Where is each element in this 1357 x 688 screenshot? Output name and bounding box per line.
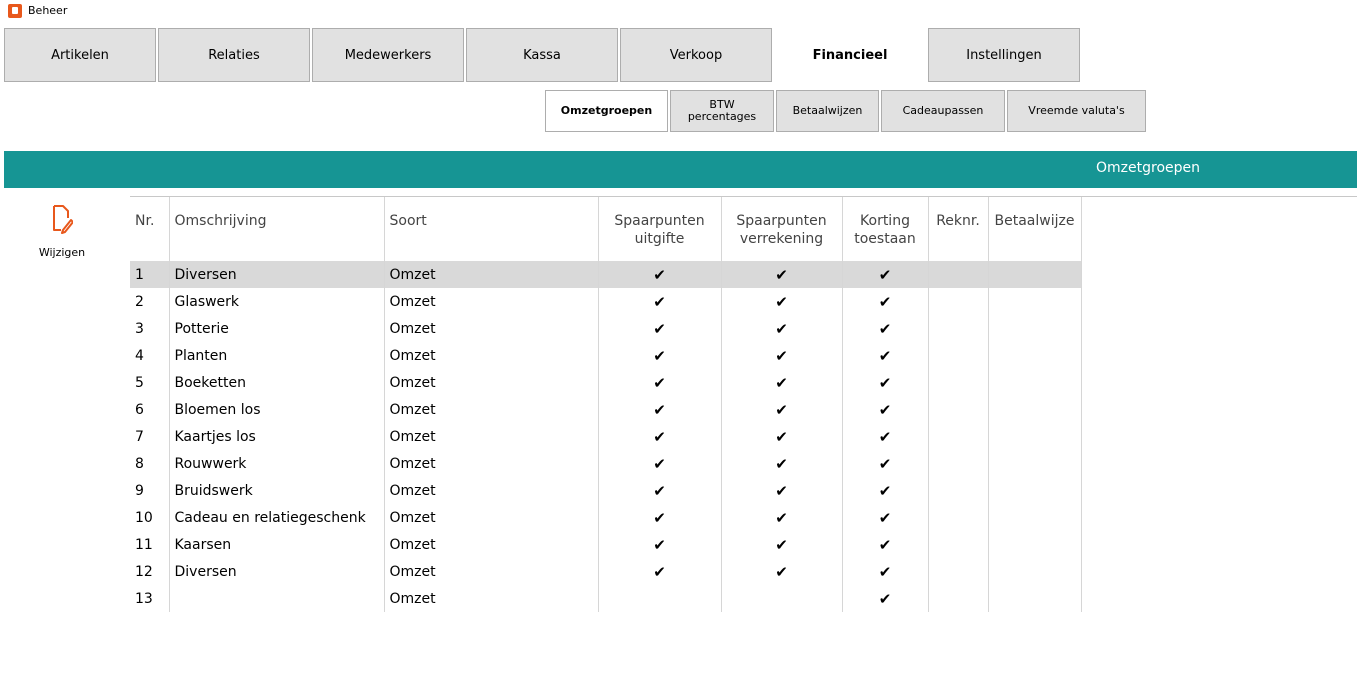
cell-betaalwijze [988,369,1081,396]
cell-spaarpunten-uitgifte [598,504,721,531]
tab-kassa[interactable]: Kassa [466,28,618,82]
app-logo-icon [8,4,22,18]
cell-nr: 9 [130,477,169,504]
cell-nr: 4 [130,342,169,369]
cell-soort: Omzet [384,396,598,423]
cell-korting-toestaan [842,288,928,315]
cell-spaarpunten-uitgifte [598,450,721,477]
cell-omschrijving [169,585,384,612]
edit-button-label: Wijzigen [38,246,86,259]
cell-nr: 7 [130,423,169,450]
cell-reknr [928,504,988,531]
check-icon: ✔ [653,400,666,419]
check-icon: ✔ [775,481,788,500]
cell-nr: 5 [130,369,169,396]
edit-button[interactable] [34,204,90,264]
check-icon: ✔ [653,454,666,473]
check-icon: ✔ [775,508,788,527]
cell-spaarpunten-verrekening [721,531,842,558]
tab-instellingen[interactable]: Instellingen [928,28,1080,82]
check-icon: ✔ [878,454,892,473]
cell-spaarpunten-verrekening [721,396,842,423]
check-icon: ✔ [775,265,788,284]
cell-soort: Omzet [384,261,598,288]
table-row[interactable] [130,531,1081,558]
cell-soort: Omzet [384,585,598,612]
cell-betaalwijze [988,477,1081,504]
check-icon: ✔ [653,562,666,581]
cell-betaalwijze [988,315,1081,342]
table-row[interactable] [130,396,1081,423]
omzetgroepen-grid [130,196,1357,646]
cell-nr: 11 [130,531,169,558]
section-title: Omzetgroepen [1096,160,1200,176]
tab-medewerkers[interactable]: Medewerkers [312,28,464,82]
cell-betaalwijze [988,504,1081,531]
cell-soort: Omzet [384,315,598,342]
cell-spaarpunten-uitgifte [598,477,721,504]
check-icon: ✔ [775,400,788,419]
cell-korting-toestaan [842,477,928,504]
check-icon: ✔ [775,454,788,473]
subtab-vreemde-valutas[interactable]: Vreemde valuta's [1007,90,1146,132]
cell-spaarpunten-verrekening [721,585,842,612]
cell-omschrijving: Boeketten [169,369,384,396]
cell-spaarpunten-verrekening [721,477,842,504]
cell-reknr [928,477,988,504]
column-header-soort[interactable]: Soort [384,197,598,261]
check-icon: ✔ [653,319,666,338]
cell-reknr [928,531,988,558]
cell-reknr [928,342,988,369]
cell-reknr [928,369,988,396]
check-icon: ✔ [653,508,666,527]
cell-betaalwijze [988,531,1081,558]
check-icon: ✔ [653,535,666,554]
title-bar [0,0,1357,22]
cell-korting-toestaan [842,315,928,342]
column-header-reknr[interactable]: Reknr. [928,197,988,261]
cell-betaalwijze [988,585,1081,612]
cell-korting-toestaan [842,342,928,369]
cell-spaarpunten-uitgifte [598,558,721,585]
check-icon: ✔ [878,535,892,554]
table-row[interactable] [130,477,1081,504]
cell-spaarpunten-verrekening [721,315,842,342]
cell-omschrijving: Kaarsen [169,531,384,558]
check-icon: ✔ [878,562,892,581]
cell-omschrijving: Kaartjes los [169,423,384,450]
cell-spaarpunten-uitgifte [598,261,721,288]
check-icon: ✔ [775,535,788,554]
check-icon: ✔ [775,562,788,581]
table-row[interactable] [130,288,1081,315]
cell-betaalwijze [988,261,1081,288]
tab-verkoop[interactable]: Verkoop [620,28,772,82]
check-icon: ✔ [653,265,666,284]
cell-spaarpunten-uitgifte [598,531,721,558]
subtab-cadeaupassen[interactable]: Cadeaupassen [881,90,1005,132]
tab-artikelen[interactable]: Artikelen [4,28,156,82]
check-icon: ✔ [878,319,892,338]
cell-spaarpunten-uitgifte [598,423,721,450]
cell-spaarpunten-uitgifte [598,369,721,396]
check-icon: ✔ [878,427,892,446]
cell-betaalwijze [988,558,1081,585]
check-icon: ✔ [878,265,892,284]
table-header-row [130,197,1081,261]
check-icon: ✔ [878,346,892,365]
column-header-korting-toestaan[interactable]: Korting toestaan [842,197,928,261]
tab-financieel[interactable]: Financieel [774,28,926,82]
cell-nr: 1 [130,261,169,288]
cell-reknr [928,396,988,423]
cell-korting-toestaan [842,396,928,423]
check-icon: ✔ [878,400,892,419]
check-icon: ✔ [878,373,892,392]
cell-soort: Omzet [384,558,598,585]
cell-korting-toestaan [842,504,928,531]
cell-korting-toestaan [842,531,928,558]
cell-soort: Omzet [384,450,598,477]
cell-spaarpunten-uitgifte [598,342,721,369]
cell-soort: Omzet [384,504,598,531]
table-body [130,261,1081,612]
cell-betaalwijze [988,423,1081,450]
cell-omschrijving: Bloemen los [169,396,384,423]
check-icon: ✔ [775,373,788,392]
cell-betaalwijze [988,396,1081,423]
cell-betaalwijze [988,288,1081,315]
check-icon: ✔ [878,481,892,500]
cell-reknr [928,450,988,477]
cell-spaarpunten-verrekening [721,261,842,288]
cell-betaalwijze [988,342,1081,369]
cell-korting-toestaan [842,369,928,396]
check-icon: ✔ [653,346,666,365]
check-icon: ✔ [775,427,788,446]
cell-reknr [928,261,988,288]
table-row[interactable] [130,369,1081,396]
table-row[interactable] [130,504,1081,531]
cell-nr: 13 [130,585,169,612]
cell-spaarpunten-uitgifte [598,396,721,423]
omzetgroepen-table [130,197,1082,612]
table-row[interactable] [130,423,1081,450]
cell-reknr [928,288,988,315]
column-header-betaalwijze[interactable]: Betaalwijze [988,197,1081,261]
cell-spaarpunten-verrekening [721,342,842,369]
table-row[interactable] [130,315,1081,342]
cell-soort: Omzet [384,369,598,396]
cell-nr: 3 [130,315,169,342]
cell-spaarpunten-uitgifte [598,315,721,342]
cell-omschrijving: Glaswerk [169,288,384,315]
table-row[interactable] [130,558,1081,585]
subtab-omzetgroepen[interactable]: Omzetgroepen [545,90,668,132]
window-title: Beheer [28,4,68,17]
cell-korting-toestaan [842,423,928,450]
column-header-nr[interactable]: Nr. [130,197,169,261]
cell-nr: 2 [130,288,169,315]
check-icon: ✔ [653,373,666,392]
cell-korting-toestaan [842,450,928,477]
check-icon: ✔ [775,346,788,365]
cell-nr: 8 [130,450,169,477]
cell-betaalwijze [988,450,1081,477]
subtab-btw-percentages[interactable]: BTW percentages [670,90,774,132]
cell-spaarpunten-verrekening [721,423,842,450]
cell-korting-toestaan [842,558,928,585]
cell-spaarpunten-verrekening [721,504,842,531]
cell-soort: Omzet [384,423,598,450]
cell-soort: Omzet [384,288,598,315]
column-header-spaarpunten-uitgifte[interactable]: Spaarpunten uitgifte [598,197,721,261]
cell-spaarpunten-uitgifte [598,288,721,315]
cell-omschrijving: Rouwwerk [169,450,384,477]
cell-spaarpunten-verrekening [721,450,842,477]
cell-korting-toestaan [842,585,928,612]
cell-spaarpunten-verrekening [721,369,842,396]
table-row[interactable] [130,342,1081,369]
cell-nr: 12 [130,558,169,585]
tab-relaties[interactable]: Relaties [158,28,310,82]
cell-spaarpunten-verrekening [721,558,842,585]
cell-soort: Omzet [384,477,598,504]
cell-omschrijving: Bruidswerk [169,477,384,504]
cell-omschrijving: Planten [169,342,384,369]
cell-reknr [928,585,988,612]
edit-icon [51,204,73,234]
check-icon: ✔ [878,589,892,608]
cell-spaarpunten-verrekening [721,288,842,315]
cell-reknr [928,423,988,450]
cell-soort: Omzet [384,531,598,558]
cell-omschrijving: Diversen [169,558,384,585]
section-header [4,151,1357,188]
cell-omschrijving: Potterie [169,315,384,342]
check-icon: ✔ [878,292,892,311]
table-row[interactable] [130,450,1081,477]
cell-reknr [928,558,988,585]
column-header-spaarpunten-verrekening[interactable]: Spaarpunten verrekening [721,197,842,261]
check-icon: ✔ [775,319,788,338]
cell-omschrijving: Cadeau en relatiegeschenk [169,504,384,531]
check-icon: ✔ [653,427,666,446]
check-icon: ✔ [775,292,788,311]
cell-soort: Omzet [384,342,598,369]
cell-nr: 10 [130,504,169,531]
cell-nr: 6 [130,396,169,423]
subtab-betaalwijzen[interactable]: Betaalwijzen [776,90,879,132]
cell-korting-toestaan [842,261,928,288]
cell-spaarpunten-uitgifte [598,585,721,612]
table-row[interactable] [130,261,1081,288]
check-icon: ✔ [653,292,666,311]
column-header-omschrijving[interactable]: Omschrijving [169,197,384,261]
check-icon: ✔ [653,481,666,500]
cell-omschrijving: Diversen [169,261,384,288]
cell-reknr [928,315,988,342]
table-row[interactable] [130,585,1081,612]
check-icon: ✔ [878,508,892,527]
